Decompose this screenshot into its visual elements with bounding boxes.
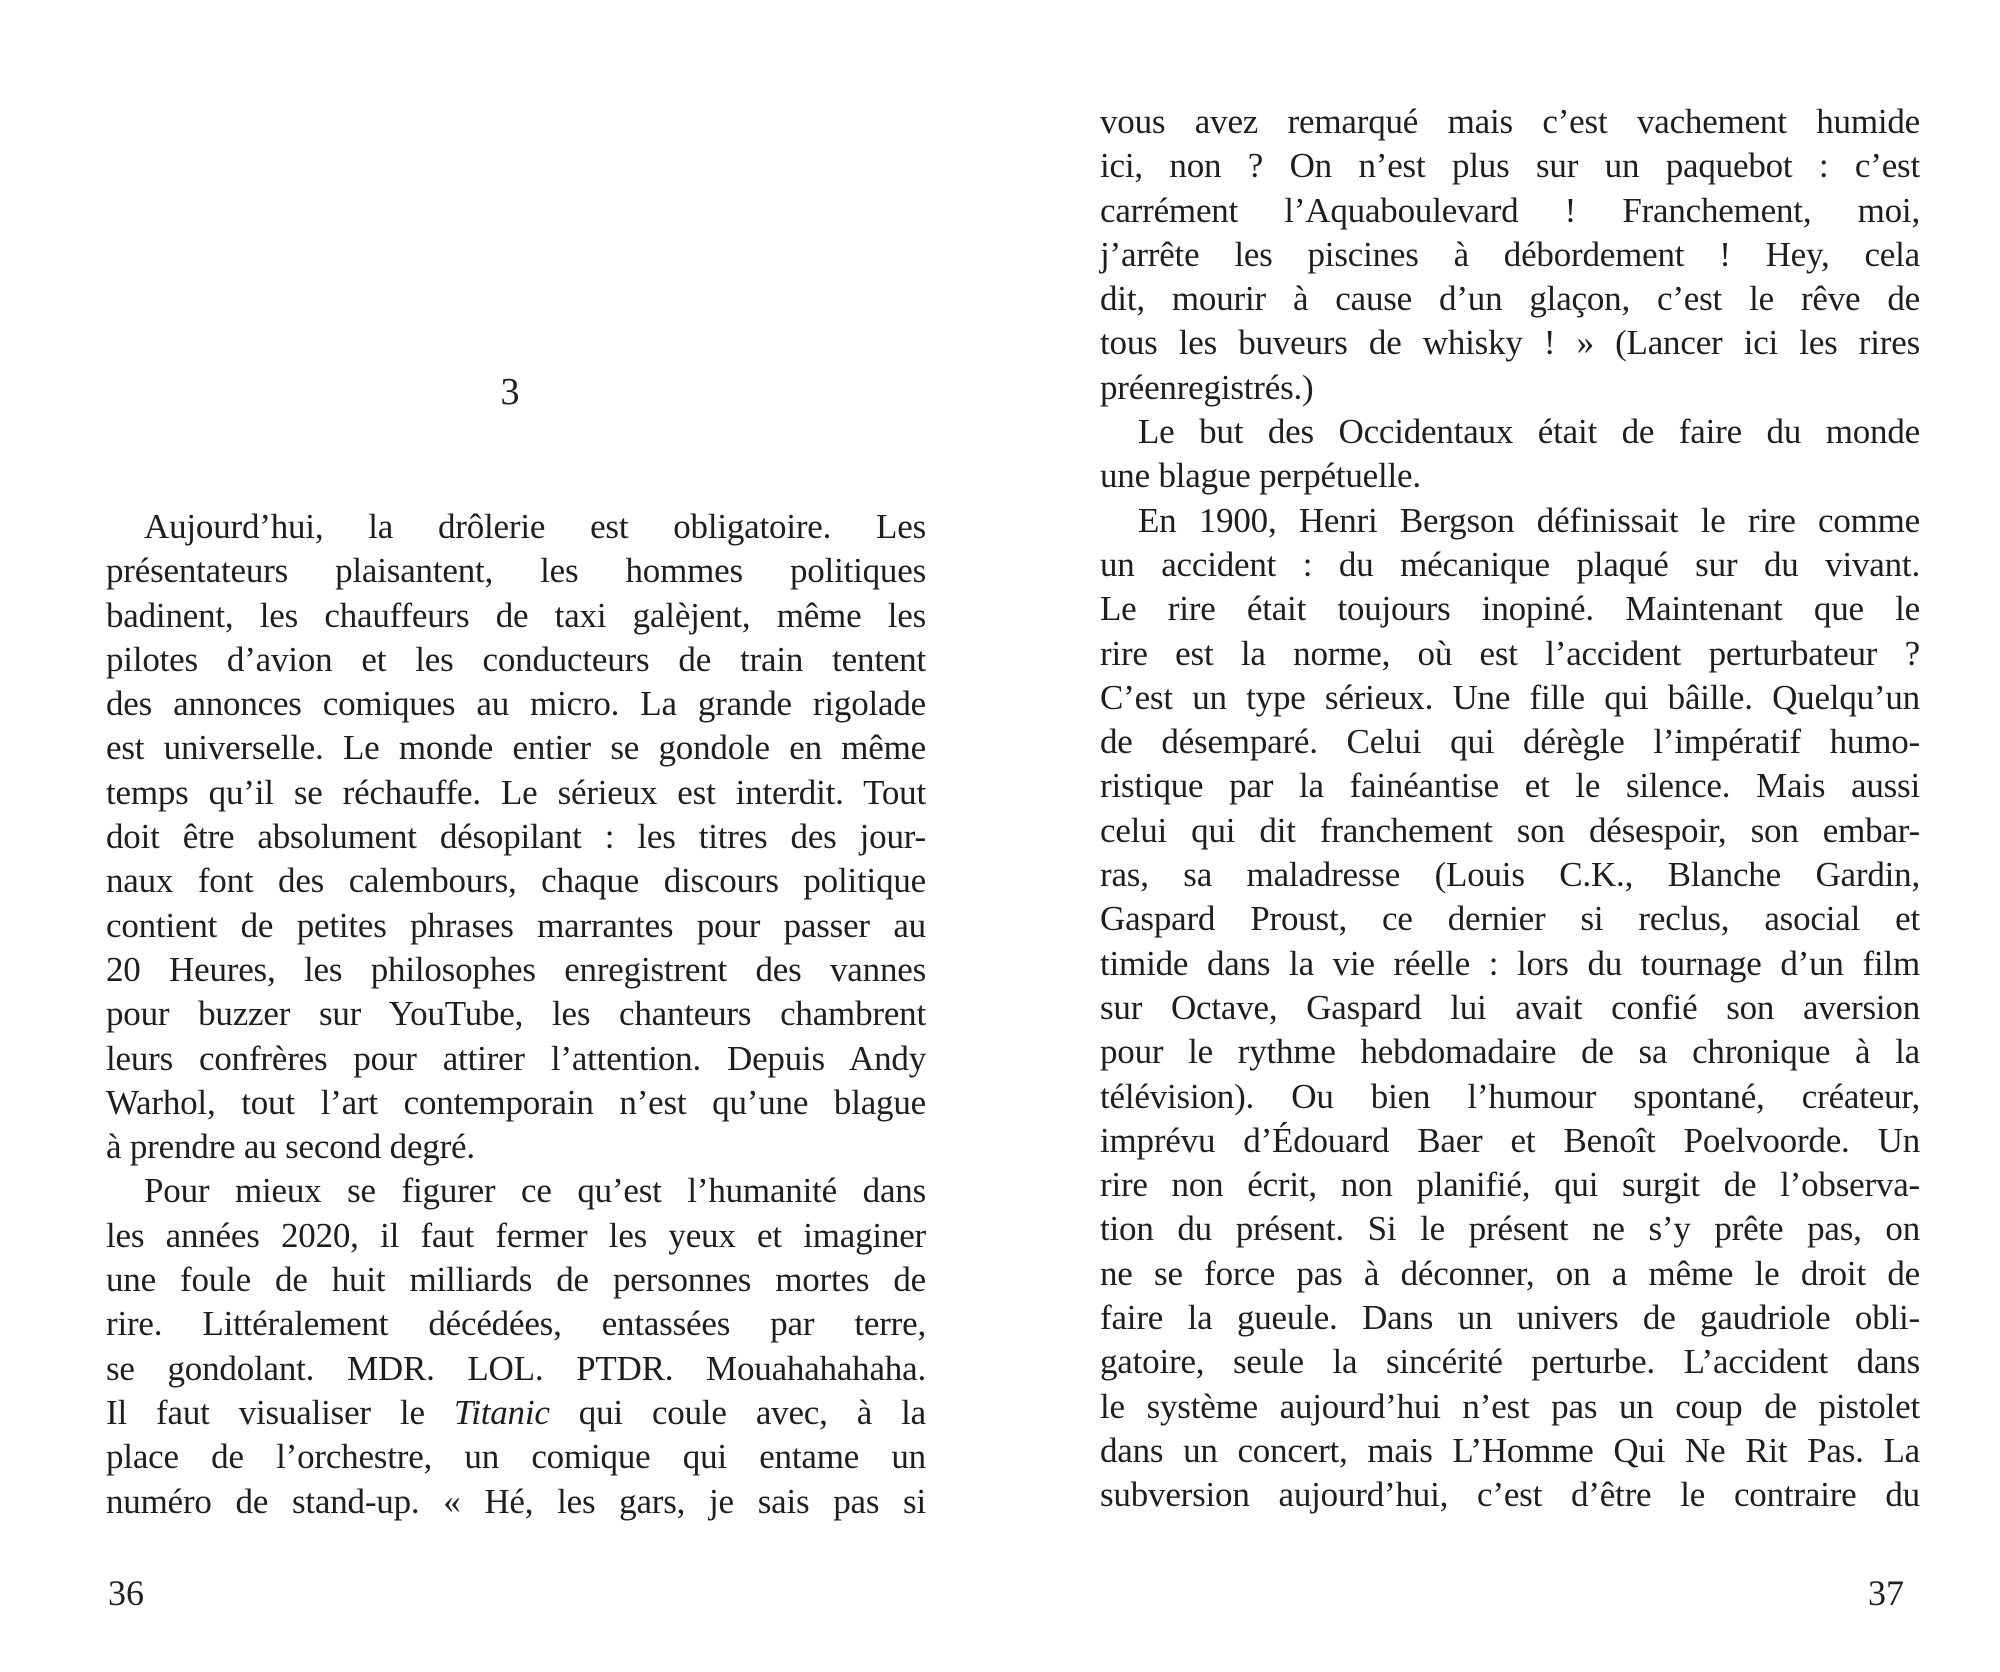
text-line: dans un concert, mais L’Homme Qui Ne Rit Pas. La — [1100, 1430, 1920, 1470]
text-line: un accident : du mécanique plaqué sur du vivant. — [1100, 544, 1920, 584]
text-line: rire non écrit, non planifié, qui surgit de l’observa- — [1100, 1165, 1920, 1205]
text-line: préenregistrés.) — [1100, 367, 1314, 407]
text-line: pour buzzer sur YouTube, les chanteurs chambrent — [106, 994, 926, 1034]
page-number-right: 37 — [1868, 1573, 1904, 1613]
text-line: sur Octave, Gaspard lui avait confié son aversion — [1100, 987, 1920, 1027]
text-line: rire. Littéralement décédées, entassées par terre, — [106, 1304, 926, 1344]
text-line: C’est un type sérieux. Une fille qui bâille. Quelqu’un — [1100, 677, 1920, 717]
text-line: gatoire, seule la sincérité perturbe. L’accident dans — [1100, 1342, 1920, 1382]
text-line: des annonces comiques au micro. La grande rigolade — [106, 684, 926, 724]
text-line: doit être absolument désopilant : les titres des jour- — [106, 817, 926, 857]
text-line: pilotes d’avion et les conducteurs de train tentent — [106, 639, 926, 679]
text-line: pour le rythme hebdomadaire de sa chronique à la — [1100, 1032, 1920, 1072]
text-line: ras, sa maladresse (Louis C.K., Blanche Gardin, — [1100, 855, 1920, 895]
text-line: tous les buveurs de whisky ! » (Lancer ici les rires — [1100, 323, 1920, 363]
text-line: une foule de huit milliards de personnes mortes de — [106, 1260, 926, 1300]
text-line: Il faut visualiser le Titanic qui coule avec, à la — [106, 1392, 926, 1432]
text-line: imprévu d’Édouard Baer et Benoît Poelvoorde. Un — [1100, 1120, 1920, 1160]
right-page — [1000, 0, 2000, 1672]
text-line: subversion aujourd’hui, c’est d’être le contraire du — [1100, 1475, 1920, 1515]
left-page-text — [106, 505, 926, 1524]
text-line: les années 2020, il faut fermer les yeux et imaginer — [106, 1215, 926, 1255]
text-line: leurs confrères pour attirer l’attention. Depuis Andy — [106, 1038, 926, 1078]
right-page-text — [1100, 100, 1920, 1518]
text-line: dit, mourir à cause d’un glaçon, c’est le rêve de — [1100, 279, 1920, 319]
text-line: temps qu’il se réchauffe. Le sérieux est interdit. Tout — [106, 772, 926, 812]
italic-title: Titanic — [453, 1392, 550, 1432]
text-line: j’arrête les piscines à débordement ! Hey, cela — [1100, 234, 1920, 274]
text-line: tion du présent. Si le présent ne s’y prête pas, on — [1100, 1209, 1920, 1249]
text-line: de désemparé. Celui qui dérègle l’impératif humo- — [1100, 722, 1920, 762]
text-line: En 1900, Henri Bergson définissait le rire comme — [1138, 500, 1920, 540]
text-line: vous avez remarqué mais c’est vachement humide — [1100, 102, 1920, 141]
text-line: une blague perpétuelle. — [1100, 456, 1421, 496]
text-line: timide dans la vie réelle : lors du tournage d’un film — [1100, 943, 1920, 983]
text-line: faire la gueule. Dans un univers de gaudriole obli- — [1100, 1298, 1920, 1338]
text-line: télévision). Ou bien l’humour spontané, créateur, — [1100, 1076, 1920, 1116]
text-line: ici, non ? On n’est plus sur un paquebot : c’est — [1100, 146, 1920, 186]
text-line: Le but des Occidentaux était de faire du monde — [1138, 412, 1920, 452]
text-line: badinent, les chauffeurs de taxi galèjent, même les — [106, 595, 926, 635]
page-number-left: 36 — [108, 1573, 144, 1613]
text-line: celui qui dit franchement son désespoir, son embar- — [1100, 810, 1920, 850]
chapter-number: 3 — [500, 371, 520, 413]
text-line: ne se force pas à déconner, on a même le droit de — [1100, 1253, 1920, 1293]
text-line: Le rire était toujours inopiné. Maintenant que le — [1100, 589, 1920, 629]
text-line: à prendre au second degré. — [106, 1127, 475, 1167]
text-line: le système aujourd’hui n’est pas un coup de pistolet — [1100, 1386, 1920, 1426]
text-line: carrément l’Aquaboulevard ! Franchement, moi, — [1100, 190, 1920, 230]
text-line: 20 Heures, les philosophes enregistrent des vannes — [106, 949, 926, 989]
text-line: contient de petites phrases marrantes pour passer au — [106, 905, 926, 945]
text-line: Pour mieux se figurer ce qu’est l’humanité dans — [144, 1171, 926, 1211]
text-line: rire est la norme, où est l’accident perturbateur ? — [1100, 633, 1920, 673]
text-line: place de l’orchestre, un comique qui entame un — [106, 1437, 926, 1477]
text-line: ristique par la fainéantise et le silence. Mais aussi — [1100, 766, 1920, 806]
text-line: Aujourd’hui, la drôlerie est obligatoire. Les — [144, 507, 926, 546]
text-line: Warhol, tout l’art contemporain n’est qu’une blague — [106, 1082, 926, 1122]
text-line: présentateurs plaisantent, les hommes politiques — [106, 551, 926, 591]
text-line: est universelle. Le monde entier se gondole en même — [106, 728, 926, 768]
text-line: Gaspard Proust, ce dernier si reclus, asocial et — [1100, 899, 1920, 939]
text-line: se gondolant. MDR. LOL. PTDR. Mouahahahaha. — [106, 1348, 926, 1388]
text-line: naux font des calembours, chaque discours politique — [106, 861, 926, 901]
text-line: numéro de stand-up. « Hé, les gars, je sais pas si — [106, 1481, 926, 1521]
